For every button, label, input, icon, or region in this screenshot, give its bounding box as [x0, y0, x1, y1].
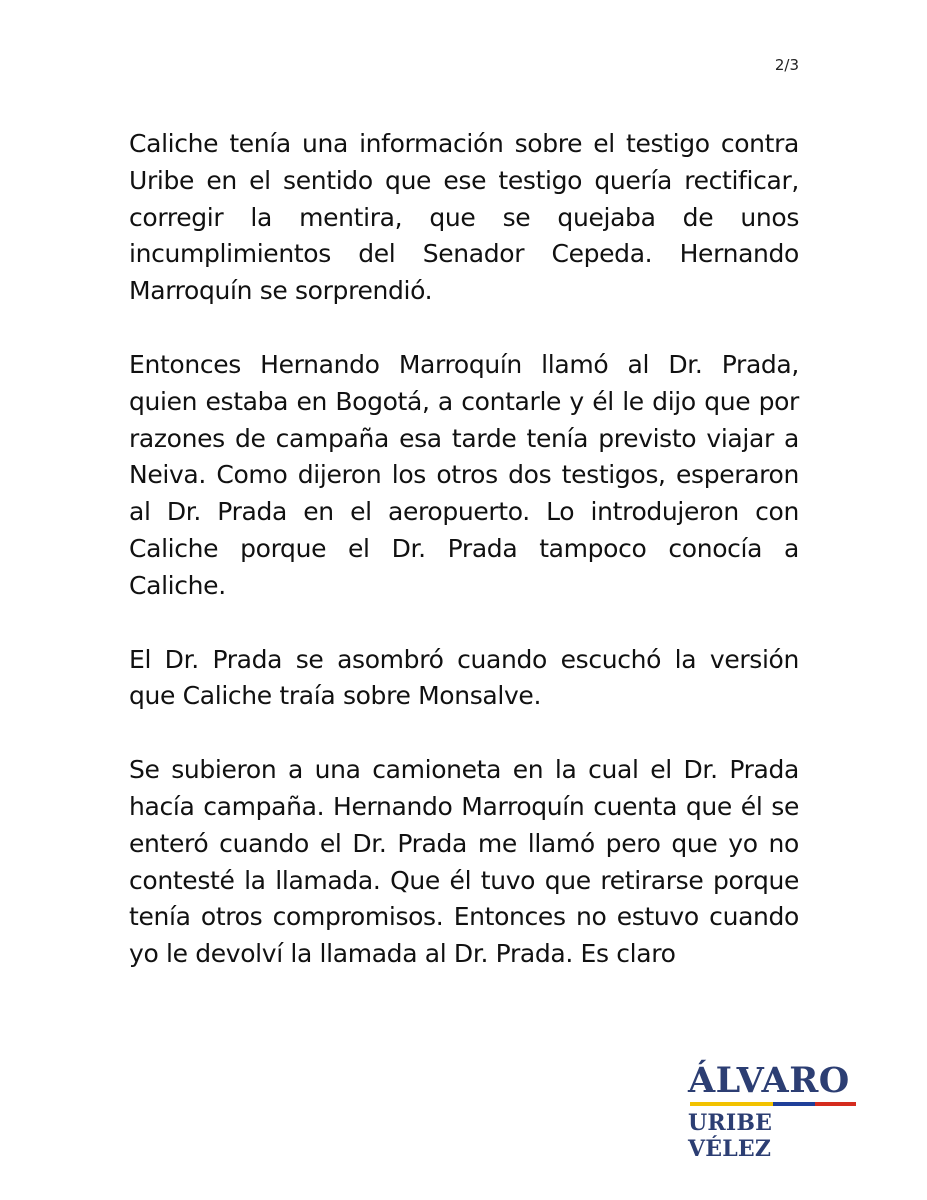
flag-stripe-yellow [690, 1102, 773, 1106]
paragraph-3: El Dr. Prada se asombró cuando escuchó la versión que Caliche traía sobre Monsalve. [129, 644, 799, 711]
paragraph-1: Caliche tenía una información sobre el testigo contra Uribe en el sentido que ese testigo quería rectificar, corregir la mentira, que se quejaba de unos incumplimientos del Senador Cepeda. Hernando Marroquín se sorprendió. [129, 129, 799, 306]
signature-logo [688, 1062, 858, 1162]
page-number: 2/3 [774, 56, 799, 74]
signature-last-name: URIBE VÉLEZ [688, 1110, 773, 1162]
paragraph-2: Entonces Hernando Marroquín llamó al Dr. Prada, quien estaba en Bogotá, a contarle y él le dijo que por razones de campaña esa tarde tenía previsto viajar a Neiva. Como dijeron los otros dos testigos, esperaron al Dr. Prada en el aeropuerto. Lo introdujeron con Caliche porque el Dr. Prada tampoco conocía a Caliche. [129, 349, 799, 600]
flag-stripe-red [815, 1102, 857, 1106]
flag-stripe [690, 1102, 856, 1106]
flag-stripe-blue [773, 1102, 815, 1106]
document-body [129, 126, 799, 1010]
paragraph-4: Se subieron a una camioneta en la cual el Dr. Prada hacía campaña. Hernando Marroquín cuenta que él se enteró cuando el Dr. Prada me llamó pero que yo no contesté la llamada. Que él tuvo que retirarse porque tenía otros compromisos. Entonces no estuvo cuando yo le devolví la llamada al Dr. Prada. Es claro [129, 755, 799, 969]
signature-first-name: ÁLVARO [688, 1060, 850, 1101]
